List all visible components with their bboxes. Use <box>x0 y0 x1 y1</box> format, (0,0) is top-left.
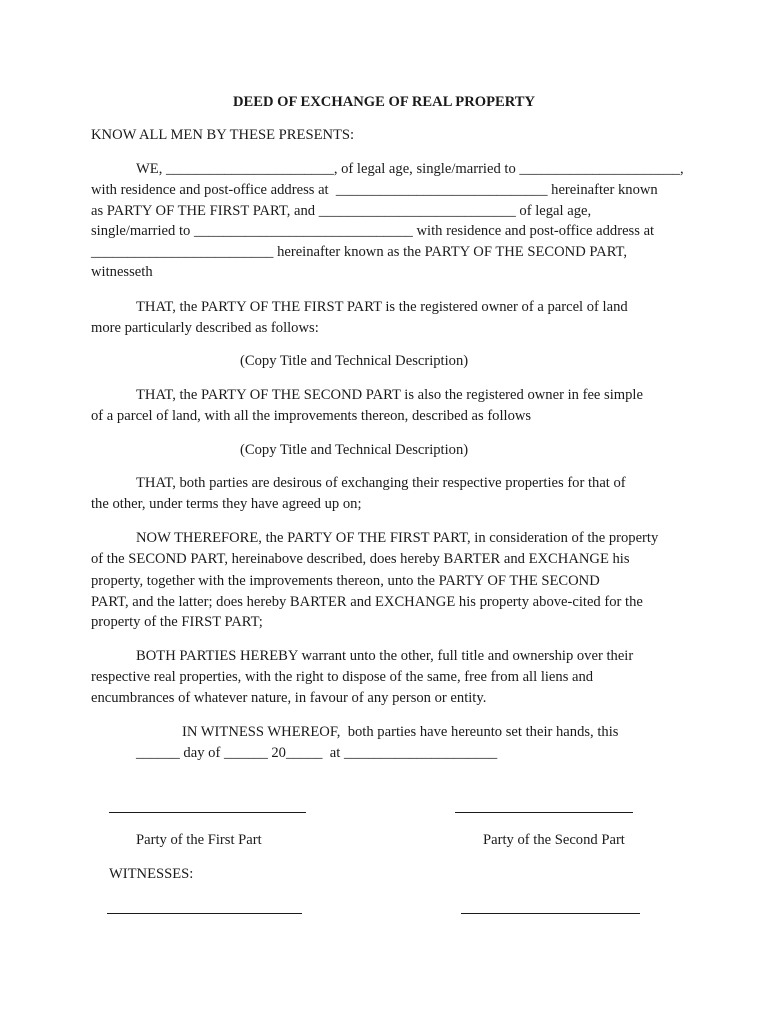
therefore-line-3: property, together with the improvements thereon, unto the PARTY OF THE SECOND <box>91 573 600 589</box>
witness-line-2: ______ day of ______ 20_____ at _____________________ <box>136 745 498 761</box>
parties-line-6: witnesseth <box>91 264 153 280</box>
second-party-signature-label: Party of the Second Part <box>483 832 625 848</box>
parties-line-2: with residence and post-office address at _____________________________ hereinafter known <box>91 182 658 198</box>
witness-line-1: IN WITNESS WHEREOF, both parties have hereunto set their hands, this <box>182 724 619 740</box>
therefore-line-1: NOW THEREFORE, the PARTY OF THE FIRST PART, in consideration of the property <box>136 530 659 546</box>
witness-2-signature-line <box>461 913 640 914</box>
warranty-line-2: respective real properties, with the right to dispose of the same, free from all liens and <box>91 669 594 685</box>
first-party-line-2: more particularly described as follows: <box>91 320 319 336</box>
desire-line-1: THAT, both parties are desirous of exchanging their respective properties for that of <box>136 475 626 491</box>
parties-line-5: _________________________ hereinafter known as the PARTY OF THE SECOND PART, <box>91 244 628 260</box>
document-title: DEED OF EXCHANGE OF REAL PROPERTY <box>232 94 536 110</box>
second-party-line-2: of a parcel of land, with all the improvements thereon, described as follows <box>91 408 532 424</box>
second-party-signature-line <box>455 812 633 813</box>
warranty-line-3: encumbrances of whatever nature, in favour of any person or entity. <box>91 690 487 706</box>
desire-line-2: the other, under terms they have agreed up on; <box>91 496 362 512</box>
copy-title-placeholder-2: (Copy Title and Technical Description) <box>240 442 469 458</box>
parties-line-4: single/married to ______________________________ with residence and post-office address at <box>91 223 655 239</box>
therefore-line-2: of the SECOND PART, hereinabove described, does hereby BARTER and EXCHANGE his <box>91 551 630 567</box>
parties-line-3: as PARTY OF THE FIRST PART, and ___________________________ of legal age, <box>91 203 592 219</box>
opening-line: KNOW ALL MEN BY THESE PRESENTS: <box>91 127 355 143</box>
second-party-line-1: THAT, the PARTY OF THE SECOND PART is also the registered owner in fee simple <box>136 387 643 403</box>
witness-1-signature-line <box>107 913 302 914</box>
first-party-signature-line <box>109 812 306 813</box>
copy-title-placeholder-1: (Copy Title and Technical Description) <box>240 353 469 369</box>
parties-line-1: WE, _______________________, of legal age, single/married to ______________________, <box>136 161 684 177</box>
first-party-signature-label: Party of the First Part <box>136 832 262 848</box>
witnesses-label: WITNESSES: <box>109 866 194 882</box>
therefore-line-4: PART, and the latter; does hereby BARTER and EXCHANGE his property above-cited for the <box>91 594 643 610</box>
therefore-line-5: property of the FIRST PART; <box>91 614 263 630</box>
first-party-line-1: THAT, the PARTY OF THE FIRST PART is the registered owner of a parcel of land <box>136 299 628 315</box>
warranty-line-1: BOTH PARTIES HEREBY warrant unto the other, full title and ownership over their <box>136 648 634 664</box>
